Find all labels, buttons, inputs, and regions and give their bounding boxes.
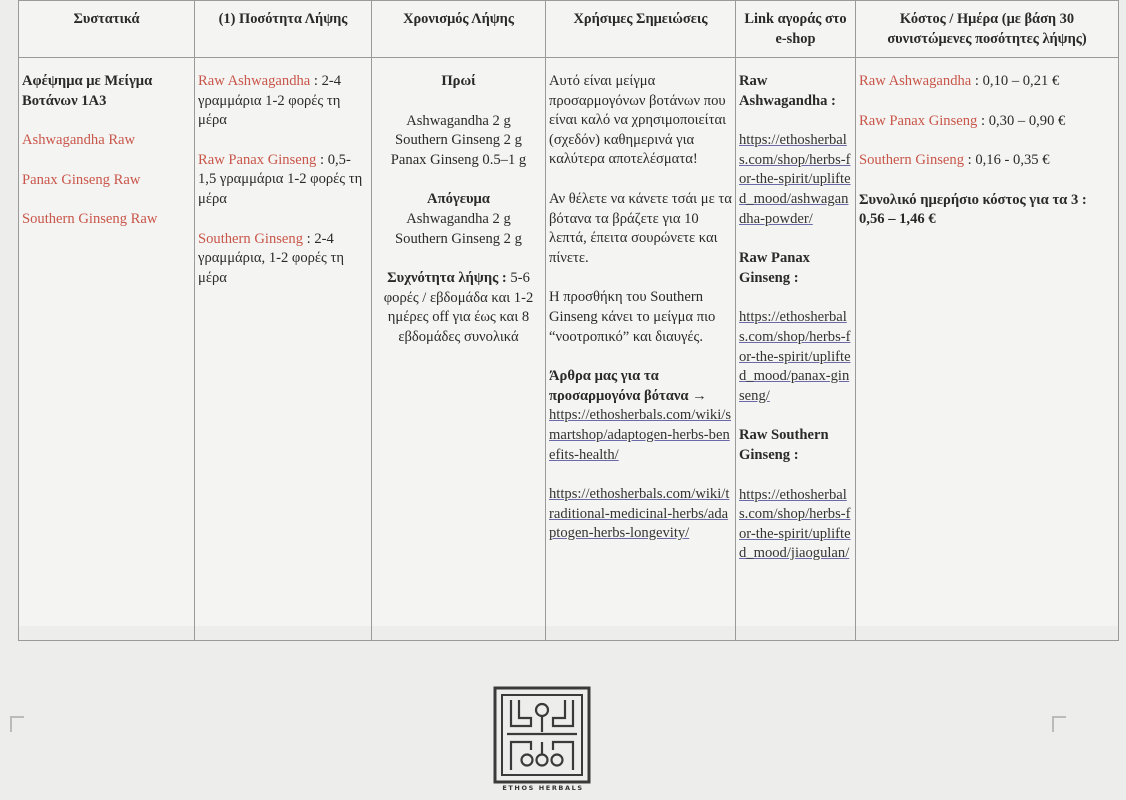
cost-cell: [856, 58, 1119, 641]
cost-item: [859, 72, 1115, 92]
cost-value: : 0,16 - 0,35 €: [964, 152, 1050, 169]
cost-name: Raw Ashwagandha: [859, 73, 972, 89]
morning-title: Πρωί: [441, 73, 476, 89]
dosage-text: : 0,5-1,5 γραμμάρια 1-2 φορές τη μέρα: [198, 151, 363, 207]
herbal-blend-table: [18, 0, 1119, 641]
morning-item: Southern Ginseng 2 g: [395, 132, 522, 149]
header-cost: Κόστος / Ημέρα (με βάση 30 συνιστώμενες ποσότητες λήψης): [856, 1, 1119, 58]
header-dosage: (1) Ποσότητα Λήψης: [195, 1, 372, 58]
corner-mark: [10, 716, 24, 732]
header-links: Link αγοράς στο e-shop: [736, 1, 856, 58]
ingredient-item: Ashwagandha Raw: [22, 132, 136, 149]
morning-item: Ashwagandha 2 g: [406, 112, 511, 129]
morning-item: Panax Ginseng 0.5–1 g: [390, 151, 527, 168]
frequency-value: 5-6 φορές / εβδομάδα και 1-2 ημέρες off για έως και 8 εβδομάδες συνολικά: [383, 270, 534, 345]
dosage-cell: [195, 58, 372, 641]
article-link[interactable]: https://ethosherbals.com/wiki/traditional-medicinal-herbs/adaptogen-herbs-longevity/: [549, 486, 730, 542]
shop-link-label: Raw Panax Ginseng :: [739, 250, 810, 286]
notes-cell: [546, 58, 736, 641]
shop-link-label: Raw Southern Ginseng :: [739, 427, 829, 463]
header-timing: Χρονισμός Λήψης: [372, 1, 546, 58]
article-link[interactable]: https://ethosherbals.com/wiki/smartshop/adaptogen-herbs-benefits-health/: [549, 407, 732, 463]
shop-link[interactable]: https://ethosherbals.com/shop/herbs-for-the-spirit/uplifted_mood/panax-ginseng/: [739, 309, 851, 404]
frequency-label: Συχνότητα λήψης :: [387, 270, 507, 287]
ingredient-item: Southern Ginseng Raw: [22, 211, 158, 228]
cost-value: : 0,10 – 0,21 €: [971, 73, 1060, 89]
cost-value: : 0,30 – 0,90 €: [977, 112, 1066, 129]
afternoon-item: Southern Ginseng 2 g: [395, 230, 522, 247]
dosage-item: [198, 151, 368, 210]
blend-title: Αφέψημα με Μείγμα Βοτάνων 1Α3: [22, 73, 153, 109]
afternoon-title: Απόγευμα: [427, 191, 490, 208]
corner-mark: [1052, 716, 1066, 732]
table-header-row: [19, 1, 1119, 58]
brand-name: ETHOS HERBALS: [502, 784, 584, 792]
articles-label: Άρθρα μας για τα προσαρμογόνα βότανα →: [549, 368, 707, 404]
dosage-text: : 2-4 γραμμάρια 1-2 φορές τη μέρα: [198, 73, 342, 129]
note-paragraph: Αυτό είναι μείγμα προσαρμογόνων βοτάνων που είναι καλό να χρησιμοποιείται (σχεδόν) καθημερινά για καλύτερα αποτελέσματα!: [549, 73, 727, 168]
cost-name: Southern Ginseng: [859, 152, 964, 169]
shop-link-label: Raw Ashwagandha :: [739, 73, 836, 109]
dosage-name: Raw Ashwagandha: [198, 73, 311, 89]
ingredients-cell: [19, 58, 195, 641]
links-cell: [736, 58, 856, 641]
dosage-name: Raw Panax Ginseng: [198, 151, 317, 168]
timing-cell: [372, 58, 546, 641]
header-ingredients: Συστατικά: [19, 1, 195, 58]
shop-link[interactable]: https://ethosherbals.com/shop/herbs-for-the-spirit/uplifted_mood/jiaogulan/: [739, 486, 851, 562]
shop-link[interactable]: https://ethosherbals.com/shop/herbs-for-the-spirit/uplifted_mood/ashwagandha-powder/: [739, 132, 851, 227]
dosage-item: [198, 230, 368, 289]
dosage-name: Southern Ginseng: [198, 230, 303, 247]
table-row: [19, 58, 1119, 641]
frequency-text: [375, 269, 542, 347]
afternoon-item: Ashwagandha 2 g: [406, 210, 511, 227]
note-paragraph: Αν θέλετε να κάνετε τσάι με τα βότανα τα βράζετε για 10 λεπτά, έπειτα σουρώνετε και πίνετε.: [549, 190, 732, 266]
cost-name: Raw Panax Ginseng: [859, 112, 978, 129]
ethos-herbals-logo: [493, 686, 591, 784]
note-paragraph: Η προσθήκη του Southern Ginseng κάνει το μείγμα πιο “νοοτροπικό” και διαυγές.: [549, 289, 716, 345]
cost-item: [859, 151, 1115, 171]
cost-item: [859, 112, 1115, 132]
header-notes: Χρήσιμες Σημειώσεις: [546, 1, 736, 58]
dosage-item: [198, 72, 368, 131]
total-cost: Συνολικό ημερήσιο κόστος για τα 3 : 0,56 – 1,46 €: [859, 191, 1087, 228]
ingredient-item: Panax Ginseng Raw: [22, 171, 141, 188]
dosage-text: : 2-4 γραμμάρια, 1-2 φορές τη μέρα: [198, 230, 344, 286]
